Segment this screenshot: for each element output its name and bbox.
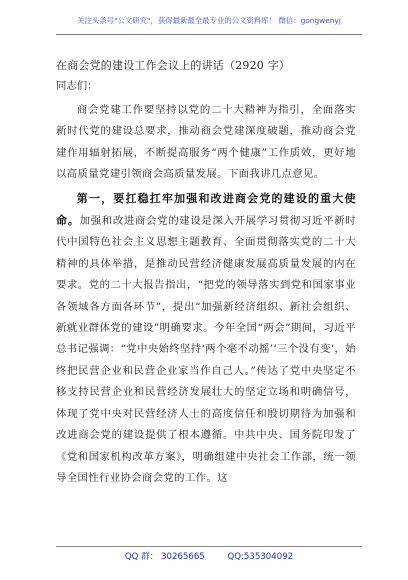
- section-one-paragraph: [56, 188, 356, 490]
- document-body: [56, 58, 356, 489]
- header-banner: [56, 12, 362, 35]
- footer-qq-group: QQ 群： 30265665: [124, 552, 205, 562]
- footer-qq-contact: QQ:535304092: [227, 552, 294, 562]
- header-banner-text: 关注头条号"公文研究"，获得最新最全最专业的公文资料库！ 微信：gongwenyj: [77, 16, 341, 25]
- footer-banner: [56, 546, 362, 562]
- section-one-heading: 第一，要扛稳扛牢加强和改进商会党的建设的重大使命。: [56, 191, 356, 228]
- salutation: 同志们：: [56, 80, 98, 92]
- section-one-body: 加强和改进商会党的建设是深入开展学习贯彻习近平新时代中国特色社会主义思想主题教育、全面贯彻落实党的二十大精神的具体举措，是推动民营经济健康发展高质量发展的内在要求。党的二十大报告指出，“把党的领导落实到党和国家事业各领域各方面各环节”，提出“加强新经济组织、新社会组织、新就业群体党的建设”明确要求。今年全国“两会”期间，习近平总书记强调：“党中央始终坚持‘两个毫不动摇’‘三个没有变’，始终把民营企业和民营企业家当作自己人。”传达了党中央坚定不移支持民营企业和民营经济发展壮大的坚定立场和明确信号，体现了党中央对民营经济人士的高度信任和殷切期待为加强和改进商会党的建设提供了根本遵循。中共中央、国务院印发了《党和国家机构改革方案》，明确组建中央社会工作部，统一领导全国性行业协会商会党的工作。这: [56, 215, 357, 484]
- intro-paragraph: 商会党建工作要坚持以党的二十大精神为指引，全面落实新时代党的建设总要求，推动商会党建深度破题，推动商会党建作用辐射拓展，不断提高服务“两个健康”工作质效，更好地以高质量党建引领商会高质量发展。下面我讲几点意见。: [56, 104, 356, 181]
- document-title: 在商会党的建设工作会议上的讲话（2920 字）: [56, 59, 291, 72]
